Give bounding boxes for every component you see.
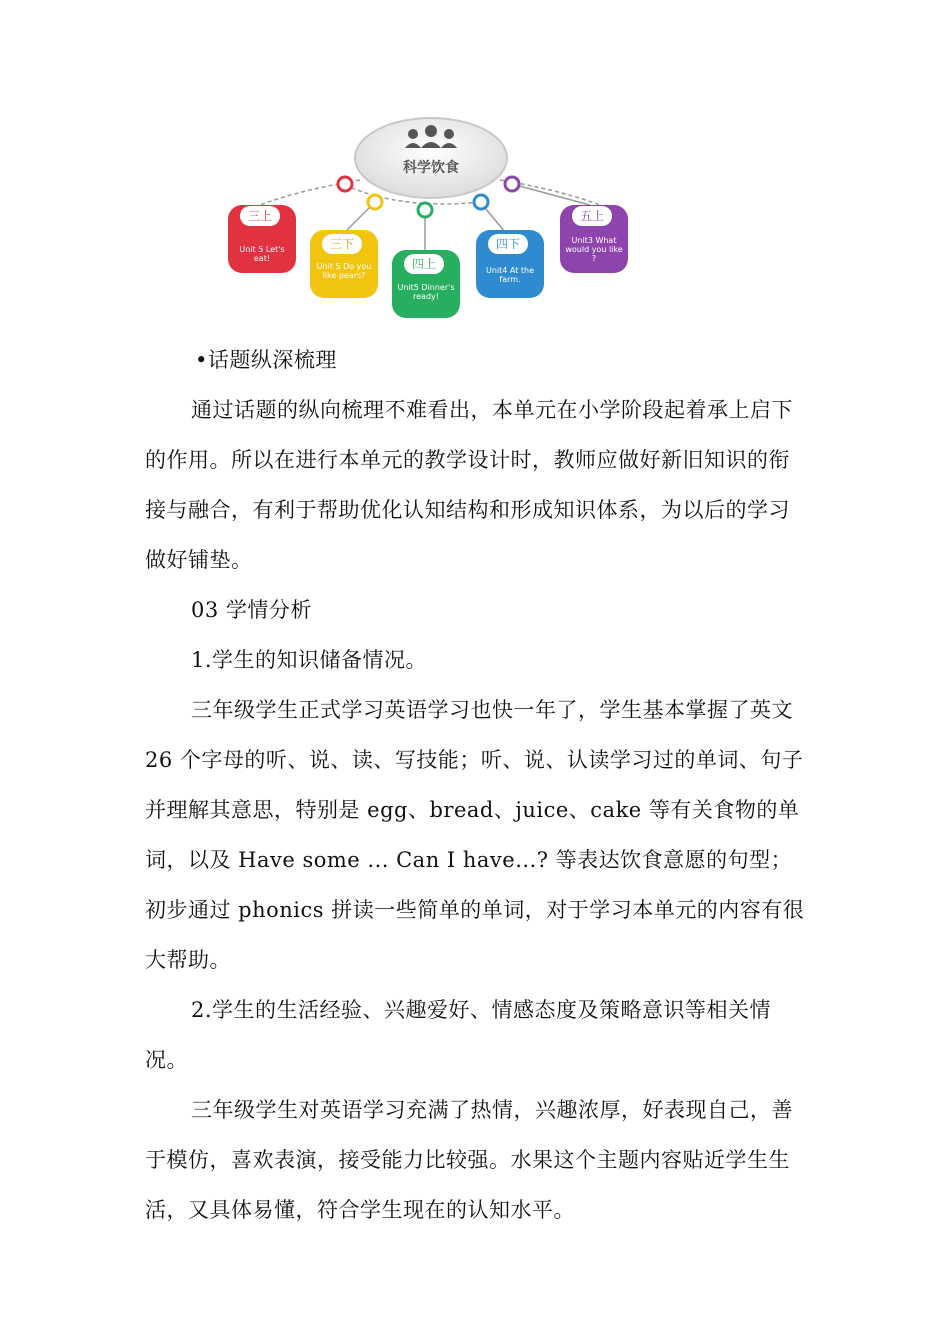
node-tag: 五上	[572, 206, 612, 226]
bullet-heading: •话题纵深梳理	[195, 348, 337, 372]
node-unit: Unit3 What would you like ?	[565, 236, 623, 263]
hub-label: 科学饮食	[403, 160, 459, 176]
paragraph: 三年级学生对英语学习充满了热情，兴趣浓厚，好表现自己，善于模仿，喜欢表演，接受能力比较强。水果这个主题内容贴近学生生活，又具体易懂，符合学生现在的认知水平。	[145, 1098, 793, 1222]
node-unit: Unit4 At the farm.	[485, 266, 535, 284]
body-text	[145, 335, 807, 1235]
node-tag: 四下	[488, 234, 528, 254]
node-unit: Unit 5 Do you like pears?	[316, 262, 372, 280]
topic-diagram	[0, 0, 950, 340]
node-tag: 三下	[322, 234, 362, 254]
subheading: 1.学生的知识储备情况。	[191, 648, 428, 672]
paragraph: 三年级学生正式学习英语学习也快一年了，学生基本掌握了英文 26 个字母的听、说、读、写技能；听、说、认读学习过的单词、句子并理解其意思，特别是 egg、bread、juice、cake 等有关食物的单词，以及 Have some ... Can I have...? 等表达饮食意愿的句型；初步通过 phonics 拼读一些简单的单词，对于学习本单元的内容有很大帮助。	[145, 698, 805, 972]
section-heading: 03 学情分析	[191, 598, 312, 622]
node-tag: 四上	[404, 254, 444, 274]
node-unit: Unit5 Dinner's ready!	[397, 283, 455, 301]
node-unit: Unit 5 Let's eat!	[239, 245, 285, 263]
subheading: 2.学生的生活经验、兴趣爱好、情感态度及策略意识等相关情况。	[145, 998, 772, 1072]
paragraph: 通过话题的纵向梳理不难看出，本单元在小学阶段起着承上启下的作用。所以在进行本单元的教学设计时，教师应做好新旧知识的衔接与融合，有利于帮助优化认知结构和形成知识体系，为以后的学习做好铺垫。	[145, 398, 793, 572]
node-tag: 三上	[240, 206, 280, 226]
